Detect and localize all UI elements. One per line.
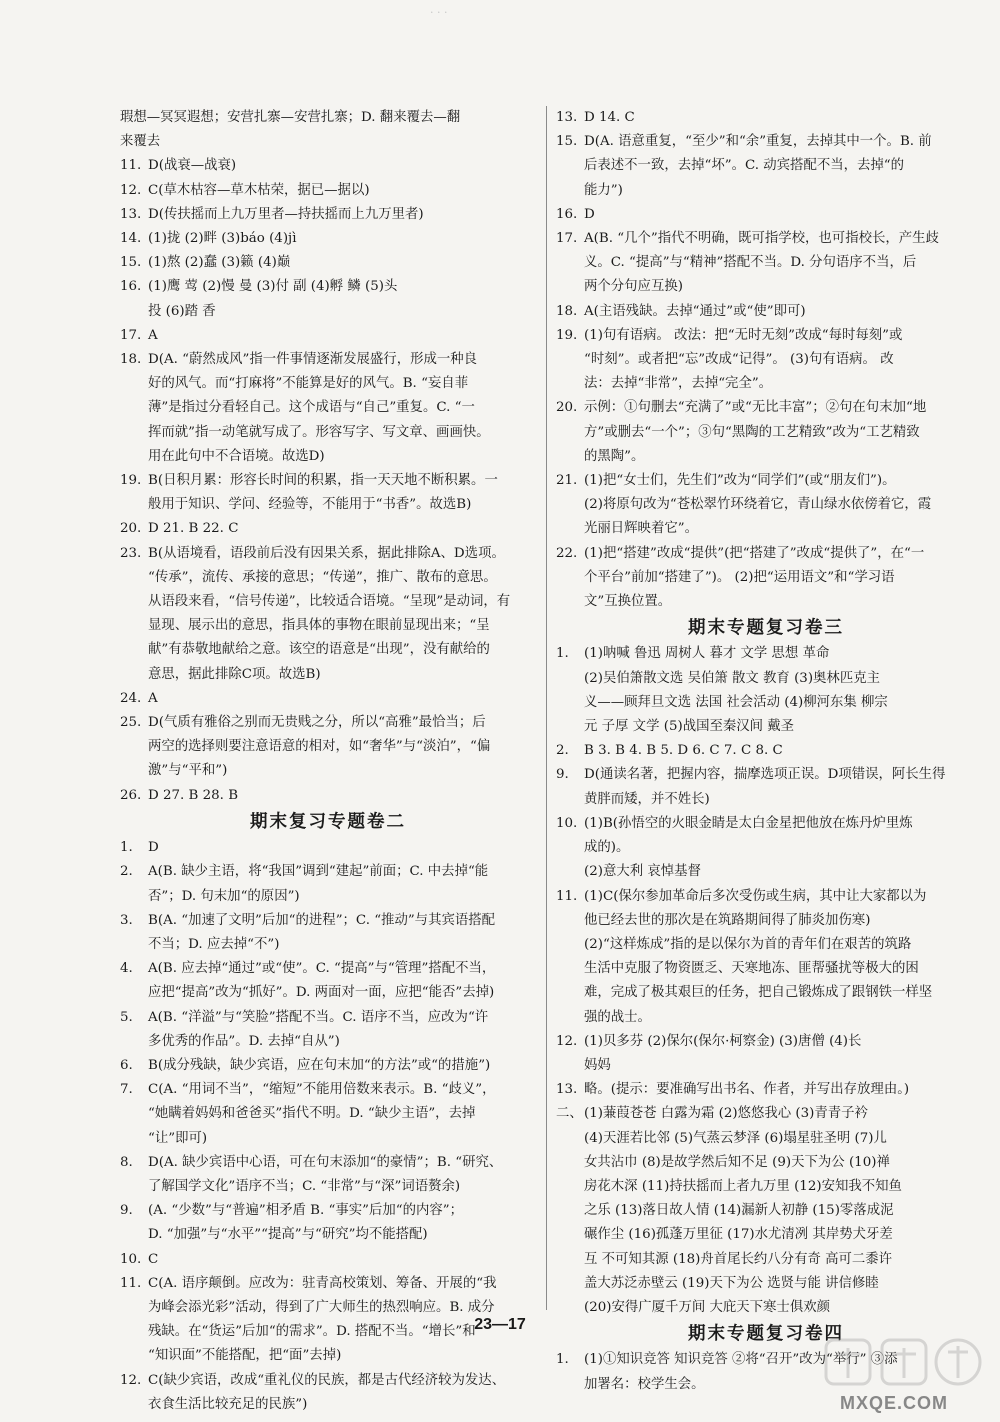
answer-line: 方”或删去“一个”；③句“黑陶的工艺精致”改为“工艺精致: [584, 424, 920, 440]
answer-line: A(B. 应去掉“通过”或“使”。C. “提高”与“管理”搭配不当，: [148, 961, 496, 977]
answer-line: A: [148, 690, 158, 706]
answer-line: 好的风气。而“打麻将”不能算是好的风气。B. “妄自菲: [148, 376, 469, 392]
answer-item: [120, 251, 536, 275]
answer-line: 般用于知识、学问、经验等，不能用于“书香”。故选B): [148, 497, 472, 513]
answer-line: (1)熬 (2)蠢 (3)籁 (4)巅: [148, 255, 291, 271]
answer-line: “她瞒着妈妈和爸爸买”指代不明。D. “缺少主语”，去掉: [148, 1106, 476, 1122]
answer-line: 两个分句应互换): [584, 279, 683, 295]
answer-item: [556, 739, 976, 763]
answer-line: 互 不可知其源 (18)舟首尾长约八分有奇 高可二黍许: [584, 1251, 893, 1267]
answer-line: 献”有恭敬地献给之意。该空的语意是“出现”，没有献给的: [148, 642, 490, 658]
answer-text: [148, 711, 536, 784]
answer-text: [584, 106, 976, 130]
answer-number: 15.: [120, 255, 142, 271]
answer-text: [584, 542, 976, 615]
answer-line: (1)C(保尔参加革命后多次受伤或生病，其中让大家都以为: [584, 888, 927, 904]
answer-item: [556, 812, 976, 885]
answer-line: D(通读名著，把握内容，揣摩选项正误。D项错误，阿长生得: [584, 767, 946, 783]
answer-text: [148, 1248, 536, 1272]
answer-line: (1)拢 (2)畔 (3)báo (4)jì: [148, 231, 297, 247]
answer-item: [120, 909, 536, 957]
answer-item: [556, 885, 976, 1030]
answer-number: 5.: [120, 1009, 133, 1025]
answer-text: [584, 469, 976, 542]
answer-number: 25.: [120, 715, 142, 731]
answer-line: A(B. “几个”指代不明确，既可指学校，也可指校长，产生歧: [584, 231, 939, 247]
scan-smudge: · · ·: [430, 6, 448, 19]
answer-line: 他已经去世的那次是在筑路期间得了肺炎加伤寒): [584, 912, 871, 928]
answer-number: 11.: [120, 158, 142, 174]
answer-line: D: [584, 206, 595, 222]
answer-number: 12.: [556, 1033, 578, 1049]
answer-line: 女共沾巾 (8)是故学然后知不足 (9)天下为公 (10)禅: [584, 1154, 890, 1170]
answer-line: C(缺少宾语，改成“重礼仪的民族，都是古代经济较为发达、: [148, 1372, 506, 1388]
answer-line: (1)鹰 莺 (2)慢 曼 (3)付 副 (4)孵 鳞 (5)头: [148, 279, 398, 295]
answer-number: 3.: [120, 912, 133, 928]
answer-number: 21.: [556, 473, 578, 489]
answer-item: [556, 1102, 976, 1320]
answer-line: 房花木深 (11)持扶摇而上者九万里 (12)安知我不知鱼: [584, 1178, 902, 1194]
answer-line: C: [148, 1251, 159, 1267]
answer-line: 衣食生活比较充足的民族”): [148, 1396, 308, 1412]
answer-line: A: [148, 327, 158, 343]
answer-item: [556, 300, 976, 324]
answer-item: [120, 106, 536, 154]
answer-line: (1)把“女士们，先生们”改为“同学们”(或“朋友们”)。: [584, 473, 896, 489]
answer-item: [120, 324, 536, 348]
answer-text: [148, 1369, 536, 1417]
answer-text: [584, 642, 976, 739]
answer-line: 意思，据此排除C项。故选B): [148, 666, 321, 682]
answer-line: (20)安得广厦千万间 大庇天下寒士俱欢颜: [584, 1299, 830, 1315]
column-divider: [546, 106, 547, 1310]
answer-line: 后表述不一致，去掉“坏”。C. 动宾搭配不当，去掉“的: [584, 158, 905, 174]
answer-line: A(B. “洋溢”与“笑脸”搭配不当。C. 语序不当，应改为“许: [148, 1009, 489, 1025]
answer-item: [120, 1078, 536, 1151]
answer-line: B(成分残缺，缺少宾语，应在句末加“的方法”或“的措施”): [148, 1057, 491, 1073]
answer-item: [556, 542, 976, 615]
answer-item: [556, 106, 976, 130]
answer-line: A(主语残缺。去掉“通过”或“使”即可): [584, 303, 806, 319]
answer-number: 12.: [120, 1372, 142, 1388]
answer-number: 二、: [556, 1106, 583, 1122]
answer-text: [584, 1078, 976, 1102]
answer-item: [120, 203, 536, 227]
answer-line: 略。(提示：要准确写出书名、作者，并写出存放理由。): [584, 1082, 910, 1098]
answer-item: [120, 469, 536, 517]
answer-item: [120, 348, 536, 469]
answer-item: [120, 1248, 536, 1272]
answer-item: [120, 860, 536, 908]
answer-line: 来覆去: [120, 134, 161, 150]
answer-line: D(A. “蔚然成风”指一件事情逐渐发展盛行，形成一种良: [148, 352, 478, 368]
section-heading: 期末复习专题卷二: [250, 811, 406, 832]
answer-line: 从语段来看，“信号传递”，比较适合语境。“呈现”是动词，有: [148, 594, 511, 610]
answer-line: (1)蒹葭苍苍 白露为霜 (2)悠悠我心 (3)青青子衿: [584, 1106, 868, 1122]
answer-number: 13.: [120, 206, 142, 222]
answer-text: [148, 469, 536, 517]
answer-line: D 14. C: [584, 110, 635, 125]
answer-number: 10.: [556, 815, 578, 831]
answer-text: [148, 784, 536, 808]
answer-text: [584, 300, 976, 324]
answer-text: [584, 739, 976, 763]
answer-line: 激”与“平和”): [148, 763, 228, 779]
answer-number: 4.: [120, 961, 133, 977]
answer-item: [120, 542, 536, 687]
answer-item: [556, 469, 976, 542]
answer-item: [120, 957, 536, 1005]
answer-line: D 21. B 22. C: [148, 521, 239, 537]
answer-line: 否”；D. 句末加“的原因”): [148, 888, 300, 904]
answer-text: [584, 885, 976, 1030]
answer-line: (1)①知识竞答 知识竞答 ②将“召开”改为“举行” ③添: [584, 1352, 898, 1368]
answer-line: 法：去掉“非常”，去掉“完全”。: [584, 376, 773, 392]
answer-line: 多优秀的作品”。D. 去掉“自从”): [148, 1033, 340, 1049]
answer-item: [120, 1369, 536, 1417]
answer-text: [148, 1054, 536, 1078]
answer-number: 1.: [120, 840, 133, 856]
answer-item: [556, 227, 976, 300]
answer-line: (2)意大利 哀悼基督: [584, 864, 701, 880]
answer-number: 9.: [120, 1203, 133, 1219]
answer-line: (1)句有语病。 改法：把“无时无刻”改成“每时每刻”或: [584, 327, 903, 343]
answer-line: 生活中克服了物资匮乏、天寒地冻、匪帮骚扰等极大的困: [584, 961, 919, 977]
answer-item: [120, 784, 536, 808]
answer-line: B(日积月累：形容长时间的积累，指一天天地不断积累。一: [148, 473, 498, 489]
answer-line: 应把“提高”改为“抓好”。D. 两面对一面，应把“能否”去掉): [148, 985, 495, 1001]
answer-number: 2.: [120, 864, 133, 880]
answer-text: [148, 957, 536, 1005]
answer-line: B(从语境看，语段前后没有因果关系，据此排除A、D选项。: [148, 545, 505, 561]
answer-text: [148, 860, 536, 908]
answer-line: C(A. 语序颠倒。应改为：驻青高校策划、筹备、开展的“我: [148, 1275, 497, 1291]
answer-line: (1)把“搭建”改成“提供”(把“搭建了”改成“提供了”，在“一: [584, 545, 925, 561]
answer-line: D(A. 语意重复，“至少”和“余”重复，去掉其中一个。B. 前: [584, 134, 932, 150]
answer-line: 用在此句中不合语境。故选D): [148, 448, 325, 464]
answer-line: C(草木枯容—草木枯荣，据已—据以): [148, 182, 370, 198]
answer-line: (1)B(孙悟空的火眼金睛是太白金星把他放在炼丹炉里炼: [584, 815, 913, 831]
answer-line: 义——顾拜旦文选 法国 社会活动 (4)柳河东集 柳宗: [584, 694, 888, 710]
answer-number: 19.: [556, 327, 578, 343]
answer-item: [120, 227, 536, 251]
answer-text: [584, 763, 976, 811]
answer-number: 17.: [120, 327, 142, 343]
answer-line: (1)贝多芬 (2)保尔(保尔·柯察金) (3)唐僧 (4)长: [584, 1033, 862, 1049]
answer-number: 18.: [556, 303, 578, 319]
answer-number: 8.: [120, 1154, 133, 1170]
answer-line: 了解国学文化”语序不当；C. “非常”与“深”词语赘余): [148, 1178, 461, 1194]
answer-line: 黄胖而矮，并不姓长): [584, 791, 710, 807]
answer-text: [148, 542, 536, 687]
answer-line: 个平台”前加“搭建了”)。 (2)把“运用语文”和“学习语: [584, 569, 895, 585]
answer-line: D: [148, 840, 159, 856]
answer-line: (2)将原句改为“苍松翠竹环绕着它，青山绿水依傍着它，霞: [584, 497, 932, 513]
section-heading: 期末专题复习卷四: [688, 1324, 844, 1345]
answer-item: [556, 324, 976, 397]
answer-text: [584, 812, 976, 885]
answer-line: 元 子厚 文学 (5)战国至秦汉间 戴圣: [584, 719, 795, 735]
answer-line: 显现、展示出的意思，指具体的事物在眼前显现出来；“呈: [148, 618, 490, 634]
answer-text: [148, 1078, 536, 1151]
answer-item: [120, 1054, 536, 1078]
answer-item: [556, 396, 976, 469]
answer-line: 不当；D. 应去掉“不”): [148, 936, 280, 952]
answer-text: [148, 324, 536, 348]
answer-number: 2.: [556, 743, 569, 759]
answer-text: [584, 203, 976, 227]
answer-number: 16.: [120, 279, 142, 295]
answer-number: 26.: [120, 787, 142, 803]
answer-item: [556, 1078, 976, 1102]
answer-text: [148, 154, 536, 178]
answer-number: 17.: [556, 231, 578, 247]
answer-number: 6.: [120, 1057, 133, 1073]
answer-line: 示例：①句删去“充满了”或“无比丰富”；②句在句末加“地: [584, 400, 927, 416]
section-heading: 期末专题复习卷三: [688, 618, 844, 639]
answer-item: [556, 763, 976, 811]
answer-number: 11.: [120, 1275, 142, 1291]
answer-item: [120, 179, 536, 203]
answer-line: 挥而就”指一动笔就写成了。形容写字、写文章、画画快。: [148, 424, 490, 440]
answer-line: 强的战士。: [584, 1009, 651, 1025]
answer-text: [148, 517, 536, 541]
answer-line: 成的)。: [584, 840, 630, 856]
answer-line: D 27. B 28. B: [148, 787, 239, 803]
answer-text: [584, 396, 976, 469]
answer-item: [120, 1199, 536, 1247]
answer-line: 的黑陶”。: [584, 448, 645, 464]
answer-line: D(气质有雅俗之别而无贵贱之分，所以“高雅”最恰当；后: [148, 715, 486, 731]
answer-number: 22.: [556, 545, 578, 561]
answer-item: [556, 130, 976, 203]
answer-text: [148, 1006, 536, 1054]
answer-line: (2)“这样炼成”指的是以保尔为首的青年们在艰苦的筑路: [584, 936, 912, 952]
watermark-text: MXQE.COM: [840, 1393, 949, 1413]
answer-text: [584, 1102, 976, 1320]
answer-number: 13.: [556, 1082, 578, 1098]
answer-line: (2)吴伯箫散文选 吴伯箫 散文 教育 (3)奥林匹克主: [584, 670, 880, 686]
answer-item: [120, 687, 536, 711]
answer-text: [148, 1151, 536, 1199]
answer-number: 18.: [120, 352, 142, 368]
answer-text: [148, 687, 536, 711]
answer-number: 24.: [120, 690, 142, 706]
answer-line: 盖大苏泛赤壁云 (19)天下为公 选贤与能 讲信修睦: [584, 1275, 879, 1291]
answer-line: D. “加强”与“水平”“提高”与“研究”均不能搭配): [148, 1227, 428, 1243]
answer-line: 为峰会添光彩”活动，得到了广大师生的热烈响应。B. 成分: [148, 1299, 495, 1315]
answer-text: [120, 106, 536, 154]
answer-number: 13.: [556, 110, 578, 125]
answer-text: [148, 836, 536, 860]
answer-number: 15.: [556, 134, 578, 150]
answer-line: 残缺。在“货运”后加“的需求”。D. 搭配不当。“增长”和: [148, 1324, 476, 1340]
answer-item: [556, 203, 976, 227]
answer-line: 义。C. “提高”与“精神”搭配不当。D. 分句语序不当，后: [584, 255, 917, 271]
answer-text: [148, 909, 536, 957]
answer-line: 两空的选择则要注意语意的相对，如“奢华”与“淡泊”，“偏: [148, 739, 491, 755]
answer-item: [120, 1151, 536, 1199]
page-number: 23—17: [474, 1316, 526, 1333]
answer-line: 瑕想—冥冥遐想；安营扎寨—安营扎寨；D. 翻来覆去—翻: [120, 110, 461, 125]
answer-line: A(B. 缺少主语，将“我国”调到“建起”前面；C. 中去掉“能: [148, 864, 489, 880]
answer-number: 19.: [120, 473, 142, 489]
answer-line: 投 (6)踏 香: [148, 303, 216, 319]
answer-number: 12.: [120, 182, 142, 198]
answer-number: 9.: [556, 767, 569, 783]
answer-line: 薄”是指过分看轻自己。这个成语与“自己”重复。C. “一: [148, 400, 475, 416]
answer-item: [120, 711, 536, 784]
answer-number: 20.: [120, 521, 142, 537]
answer-line: C(A. “用词不当”，“缩短”不能用倍数来表示。B. “歧义”，: [148, 1082, 496, 1098]
answer-text: [584, 227, 976, 300]
answer-number: 10.: [120, 1251, 142, 1267]
right-column: [556, 106, 976, 1397]
answer-item: [120, 517, 536, 541]
answer-line: 加署名：校学生会。: [584, 1376, 705, 1392]
answer-line: “知识面”不能搭配，把“面”去掉): [148, 1348, 342, 1364]
answer-number: 7.: [120, 1082, 133, 1098]
answer-line: “传承”，流传、承接的意思；“传递”，推广、散布的意思。: [148, 569, 497, 585]
answer-item: [120, 154, 536, 178]
answer-line: (4)天涯若比邻 (5)气蒸云梦泽 (6)塌星驻圣明 (7)儿: [584, 1130, 887, 1146]
answer-line: “让”即可): [148, 1130, 208, 1146]
answer-text: [148, 275, 536, 323]
answer-item: [556, 1030, 976, 1078]
answer-number: 23.: [120, 545, 142, 561]
answer-item: [120, 275, 536, 323]
answer-item: [120, 836, 536, 860]
answer-line: 之乐 (13)落日故人情 (14)漏新人初静 (15)零落成泥: [584, 1203, 894, 1219]
answer-line: D(战衰—战衰): [148, 158, 237, 174]
answer-line: “时刻”。或者把“忘”改成“记得”。 (3)句有语病。 改: [584, 352, 894, 368]
answer-number: 20.: [556, 400, 578, 416]
answer-text: [584, 130, 976, 203]
answer-text: [148, 348, 536, 469]
answer-number: 11.: [556, 888, 578, 904]
answer-item: [556, 642, 976, 739]
answer-line: (1)呐喊 鲁迅 周树人 暮才 文学 思想 革命: [584, 646, 830, 662]
answer-text: [148, 251, 536, 275]
answer-item: [120, 1006, 536, 1054]
answer-line: 妈妈: [584, 1057, 611, 1073]
left-column: [120, 106, 536, 1417]
answer-line: 能力”): [584, 182, 623, 198]
answer-text: [148, 179, 536, 203]
answer-line: D(传扶摇而上九万里者—持扶摇而上九万里者): [148, 206, 424, 222]
answer-line: B(A. “加速了文明”后加“的进程”；C. “推动”与其宾语搭配: [148, 912, 496, 928]
answer-number: 1.: [556, 1352, 569, 1368]
answer-line: 光丽日辉映着它”。: [584, 521, 698, 537]
answer-number: 16.: [556, 206, 578, 222]
answer-text: [148, 203, 536, 227]
answer-number: 14.: [120, 231, 142, 247]
answer-line: 文”互换位置。: [584, 594, 672, 610]
answer-line: B 3. B 4. B 5. D 6. C 7. C 8. C: [584, 743, 783, 759]
answer-text: [584, 324, 976, 397]
answer-text: [148, 1199, 536, 1247]
answer-number: 1.: [556, 646, 569, 662]
answer-line: D(A. 缺少宾语中心语，可在句末添加“的豪情”；B. “研究、: [148, 1154, 503, 1170]
answer-text: [584, 1030, 976, 1078]
answer-line: 碾作尘 (16)孤蓬万里征 (17)水尤清冽 其岸势犬牙差: [584, 1227, 893, 1243]
answer-line: (A. “少数”与“普遍”相矛盾 B. “事实”后加“的内容”；: [148, 1203, 464, 1219]
answer-line: 难，完成了极其艰巨的任务，把自己锻炼成了跟钢铁一样坚: [584, 985, 933, 1001]
answer-text: [148, 227, 536, 251]
